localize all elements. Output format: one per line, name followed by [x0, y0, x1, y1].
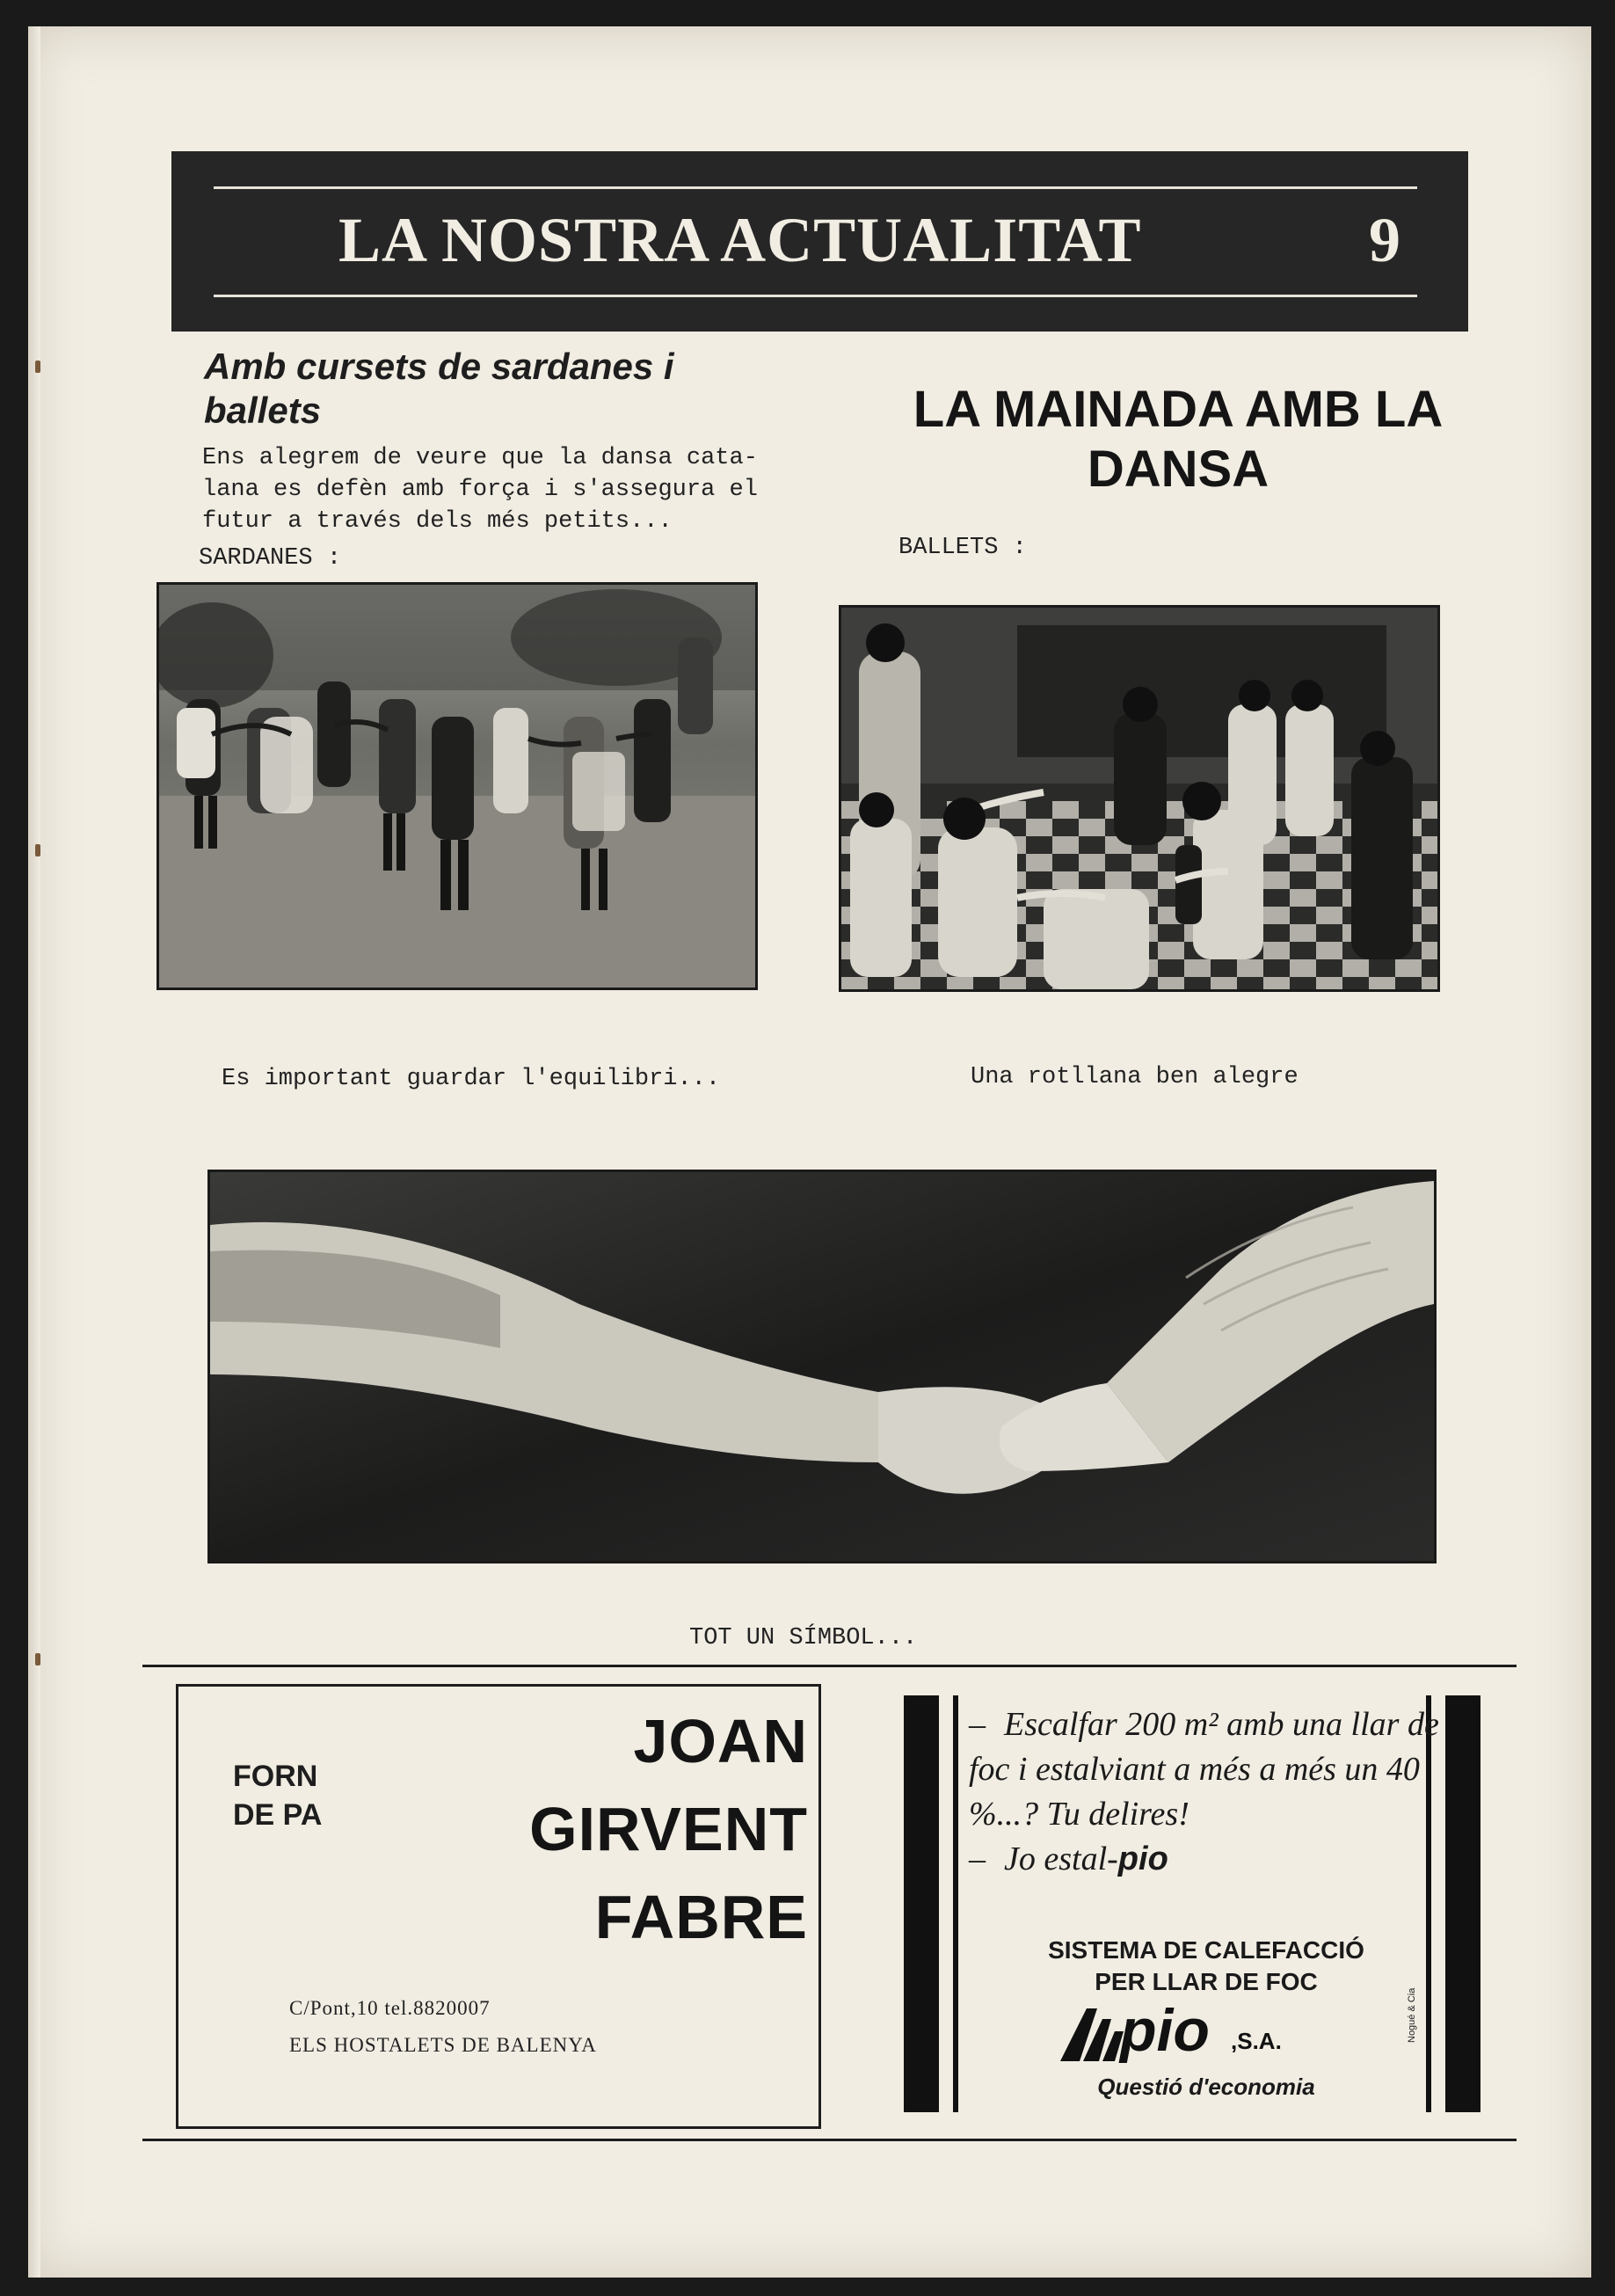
- sardanes-photo: [156, 582, 758, 990]
- symbol-caption: TOT UN SÍMBOL...: [689, 1625, 918, 1651]
- divider-rule-bottom: [142, 2139, 1517, 2141]
- divider-rule: [142, 1665, 1517, 1667]
- ad-credit: Nogué & Cia: [1407, 1987, 1417, 2043]
- owner-name-line3: FABRE: [594, 1883, 808, 1951]
- ballets-label: BALLETS :: [898, 535, 1027, 561]
- ballets-caption: Una rotllana ben alegre: [971, 1064, 1299, 1090]
- bakery-address: [289, 1990, 597, 2064]
- sardanes-label: SARDANES :: [199, 545, 342, 572]
- owner-name-line1: JOAN: [633, 1707, 808, 1775]
- binding-stitch: [35, 844, 40, 856]
- binding-stitch: [35, 1653, 40, 1666]
- address-line2: ELS HOSTALETS DE BALENYA: [289, 2034, 597, 2056]
- banner-rule: [214, 295, 1417, 297]
- pio-logo: [1057, 1997, 1356, 2065]
- system-line1: SISTEMA DE CALEFACCIÓ: [1048, 1936, 1364, 1964]
- ad-system-text: [969, 1935, 1444, 1998]
- sardanes-caption: Es important guardar l'equilibri...: [222, 1066, 721, 1092]
- pio-logo-mark-icon: [1057, 2001, 1127, 2065]
- bakery-ad: [176, 1684, 821, 2129]
- heating-ad: [898, 1695, 1496, 2112]
- main-headline: LA MAINADA AMB LA DANSA: [913, 381, 1444, 498]
- binding-stitch: [35, 361, 40, 373]
- bakery-label: [233, 1757, 322, 1834]
- pio-logo-text: pio: [1120, 1997, 1210, 2064]
- system-line2: PER LLAR DE FOC: [1095, 1968, 1318, 1995]
- section-banner: [171, 151, 1468, 332]
- ad-bar-right: [1445, 1695, 1480, 2112]
- ad-bar-left-thin: [953, 1695, 958, 2112]
- banner-rule: [214, 186, 1417, 189]
- ad-quote-line2: – Jo estal-pio: [969, 1840, 1168, 1877]
- bakery-owner-name: [529, 1697, 808, 1961]
- bakery-label-line1: FORN: [233, 1760, 318, 1793]
- pio-logo-suffix: ,S.A.: [1231, 2028, 1282, 2054]
- section-title: LA NOSTRA ACTUALITAT: [338, 205, 1142, 275]
- ad-tagline: Questió d'economia: [1097, 2074, 1315, 2100]
- bakery-label-line2: DE PA: [233, 1798, 323, 1832]
- address-line1: C/Pont,10 tel.8820007: [289, 1997, 491, 2019]
- ad-quote: [969, 1702, 1444, 1882]
- holding-hands-photo: [207, 1170, 1437, 1563]
- ad-quote-line1: – Escalfar 200 m² amb una llar de foc i estalviant a més a més un 40 %...? Tu delires!: [969, 1706, 1439, 1833]
- ad-bar-left: [904, 1695, 939, 2112]
- story-headline: Amb cursets de sardanes i ballets: [204, 346, 674, 431]
- story-intro: Ens alegrem de veure que la dansa cata- lana es defèn amb força i s'assegura el futur a través dels més petits...: [202, 445, 758, 535]
- ballets-photo: [839, 605, 1440, 992]
- owner-name-line2: GIRVENT: [529, 1795, 808, 1863]
- page-number: 9: [1369, 205, 1400, 275]
